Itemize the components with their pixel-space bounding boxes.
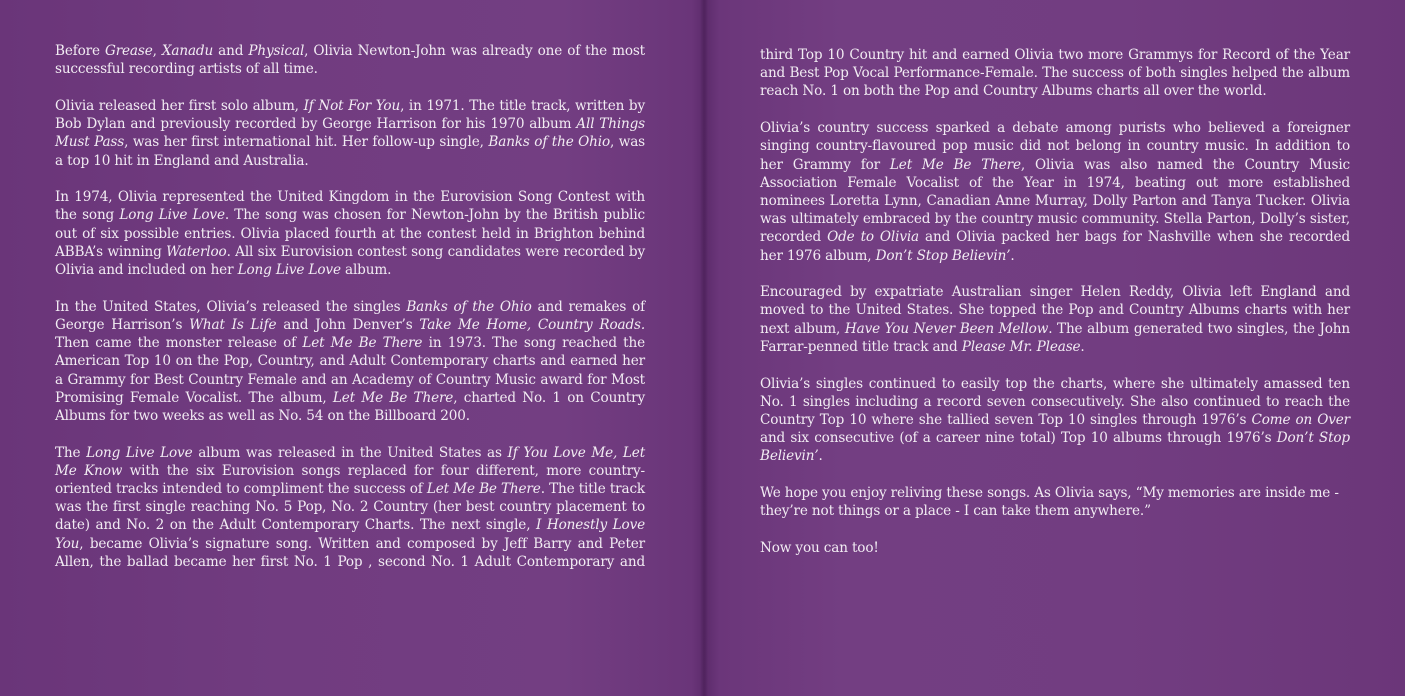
text-run: and John Denver’s (276, 316, 420, 333)
italic-title-run: Come on Over (1251, 411, 1350, 428)
left-paragraph-5 (55, 444, 645, 571)
italic-title-run: What Is Life (189, 316, 277, 333)
italic-title-run: Don’t Stop Believin’ (875, 247, 1011, 264)
text-run: Now you can too! (760, 539, 879, 556)
italic-title-run: Banks of the Ohio (406, 298, 532, 315)
text-run: and six consecutive (of a career nine total) Top 10 albums through 1976’s (760, 430, 1277, 447)
italic-title-run: Let Me Be There (889, 156, 1021, 173)
italic-title-run: Take Me Home, Country Roads. (419, 316, 646, 333)
text-run: third Top 10 Country hit and earned Olivia two more Grammys for Record of the Year and Best Pop Vocal Performance-Female. The success of both singles helped the album reach No. 1 on both the Pop and Country Albums charts all over the world. (760, 47, 1350, 100)
text-run: . All six Eurovision contest song candidates were recorded by Olivia and included on her (55, 243, 645, 279)
italic-title-run: Please Mr. Please (961, 338, 1081, 355)
text-run: . (1010, 247, 1015, 264)
italic-title-run: Long Live Love (119, 207, 225, 224)
right-paragraph-4 (760, 375, 1350, 466)
italic-title-run: Physical (248, 43, 305, 59)
italic-title-run: Grease (104, 43, 153, 59)
italic-title-run: Let Me Be There (302, 335, 423, 352)
right-paragraph-1 (760, 46, 1350, 101)
italic-title-run: I Honestly Love You (55, 517, 645, 552)
text-run: We hope you enjoy reliving these songs. As Olivia says, “My memories are inside me - they’re not things or a place - I can take them anywhere.” (760, 485, 1339, 520)
italic-title-run: If You Love Me, Let Me Know (55, 444, 646, 479)
italic-title-run: Xanadu (161, 43, 214, 59)
italic-title-run: Let Me Be There (332, 389, 454, 406)
text-run: , was her first international hit. Her follow-up single, (124, 134, 489, 151)
left-paragraph-4 (55, 298, 645, 425)
italic-title-run: Ode to Olivia (827, 229, 920, 246)
text-run: and remakes of George Harrison’s (55, 298, 645, 333)
text-run: In the United States, Olivia’s released the singles (55, 298, 407, 315)
text-run: , Olivia Newton-John was already one of the most successful recording artists of all time. (55, 43, 645, 78)
text-run: in 1973. The song reached the American Top 10 on the Pop, Country, and Adult Contemporary charts and earned her a Grammy for Best Country Female and an Academy of Country Music award for Most Promising Female Vocalist. The album, (55, 335, 645, 406)
italic-title-run: If Not For You (303, 97, 401, 114)
text-run: , Olivia was also named the Country Music Association Female Vocalist of the Year in 1974, beating out more established nominees Loretta Lynn, Canadian Anne Murray, Dolly Parton and Tanya Tucker. Olivia was ultimately embraced by the country music community. Stella Parton, Dolly’s sister, recorded (760, 156, 1350, 246)
text-run: album. (340, 262, 392, 279)
right-paragraph-5 (760, 484, 1350, 520)
italic-title-run: Have You Never Been Mellow (844, 320, 1049, 337)
right-paragraph-3 (760, 283, 1350, 356)
page-fold (700, 0, 708, 696)
right-paragraph-6 (760, 539, 1350, 557)
italic-title-run: Long Live Love (86, 444, 193, 461)
text-run: , was a top 10 hit in England and Australia. (55, 134, 646, 169)
text-run: Olivia released her first solo album, (55, 97, 304, 114)
italic-title-run: Waterloo (166, 243, 227, 260)
left-page (55, 42, 645, 590)
text-run: Olivia’s country success sparked a debate among purists who believed a foreigner singing country-flavoured pop music did not belong in country music. In addition to her Grammy for (760, 120, 1350, 173)
text-run: Olivia’s singles continued to easily top the charts, where she ultimately amassed ten No. 1 singles including a record seven consecutively. She also continued to reach the Country Top 10 where she tallied seven Top 10 singles through 1976’s (760, 375, 1350, 428)
text-run: . The song was chosen for Newton-John by the British public out of six possible entries. Olivia placed fourth at the contest held in Brighton behind ABBA’s winning (55, 207, 646, 260)
text-run: The (55, 444, 87, 461)
text-run: , became Olivia’s signature song. Written and composed by Jeff Barry and Peter Allen, the ballad became her first No. 1 Pop , second No. 1 Adult Contemporary and (55, 535, 645, 570)
text-run: , in 1971. The title track, written by Bob Dylan and previously recorded by George Harrison for his 1970 album (55, 97, 645, 133)
text-run: Then came the monster release of (55, 335, 303, 352)
left-paragraph-3 (55, 188, 645, 279)
text-run: and Olivia packed her bags for Nashville when she recorded her 1976 album, (760, 229, 1351, 264)
italic-title-run: Don’t Stop Believin’ (760, 430, 1350, 465)
text-run: , (152, 43, 162, 59)
text-run: with the six Eurovision songs replaced for four different, more country-oriented tracks intended to compliment the success of (55, 462, 645, 498)
text-run: and (213, 43, 249, 59)
text-run: Before (55, 43, 105, 59)
left-paragraph-1 (55, 42, 645, 78)
text-run: . (1080, 338, 1085, 355)
text-run: , charted No. 1 on Country Albums for two weeks as well as No. 54 on the Billboard 200. (55, 389, 645, 424)
italic-title-run: Banks of the Ohio (488, 134, 610, 151)
text-run: In 1974, Olivia represented the United Kingdom in the Eurovision Song Contest with the song (55, 189, 645, 224)
right-page (760, 46, 1350, 576)
left-paragraph-2 (55, 97, 645, 170)
italic-title-run: Long Live Love (237, 262, 341, 279)
right-paragraph-2 (760, 119, 1350, 265)
text-run: . (818, 448, 823, 465)
text-run: Encouraged by expatriate Australian singer Helen Reddy, Olivia left England and moved to the United States. She topped the Pop and Country Albums charts with her next album, (760, 284, 1350, 337)
italic-title-run: All Things Must Pass (55, 116, 645, 151)
italic-title-run: Let Me Be There (426, 481, 541, 498)
text-run: . The album generated two singles, the John Farrar-penned title track and (760, 320, 1350, 355)
text-run: . The title track was the first single reaching No. 5 Pop, No. 2 Country (her best country placement to date) and No. 2 on the Adult Contemporary Charts. The next single, (55, 481, 646, 534)
text-run: album was released in the United States as (192, 444, 508, 461)
